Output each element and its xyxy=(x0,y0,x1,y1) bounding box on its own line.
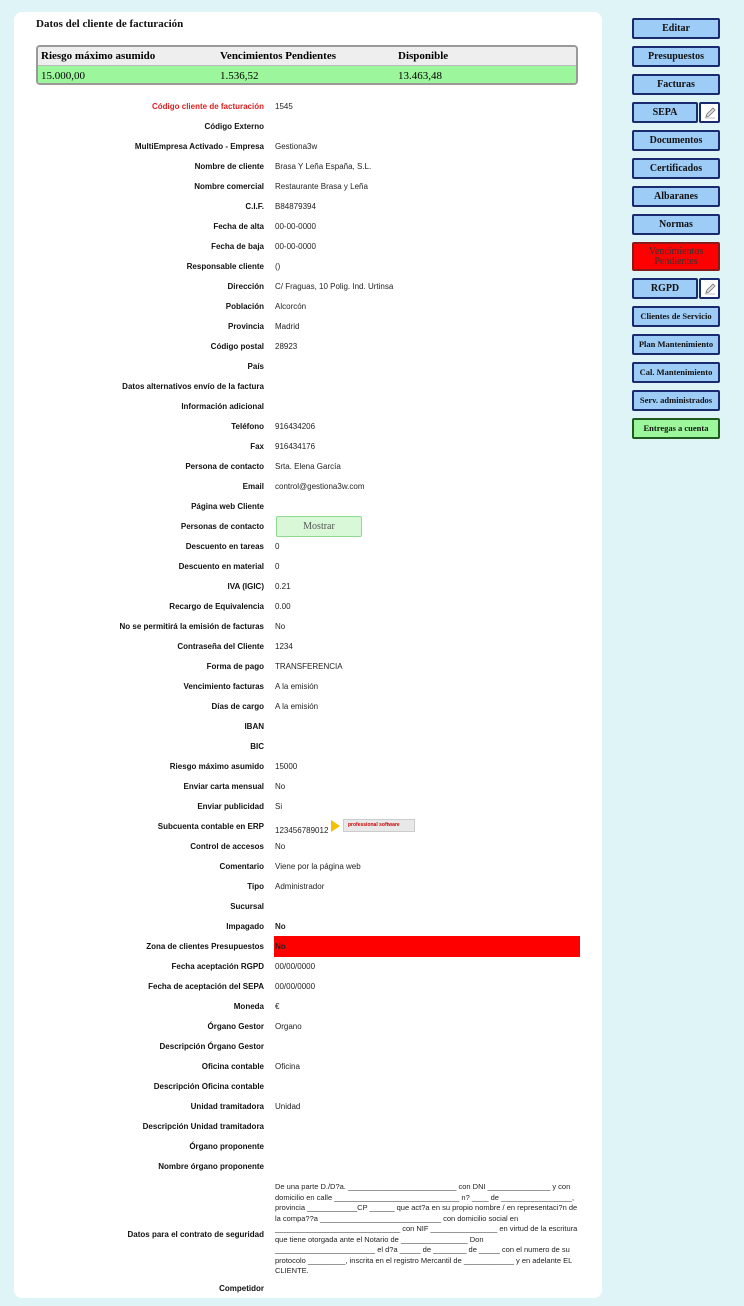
field-value: 0 xyxy=(275,562,280,571)
field-value: 1545 xyxy=(275,102,293,111)
field-label: Descripción Unidad tramitadora xyxy=(142,1122,264,1131)
field-label: C.I.F. xyxy=(245,202,264,211)
field-value: 00-00-0000 xyxy=(275,242,316,251)
risk-header-pending: Vencimientos Pendientes xyxy=(220,50,337,62)
field-label: Contraseña del Cliente xyxy=(177,642,264,651)
field-label: Provincia xyxy=(227,322,264,331)
field-label: Fecha de aceptación del SEPA xyxy=(148,982,264,991)
field-label: Recargo de Equivalencia xyxy=(169,602,264,611)
field-label: Descuento en tareas xyxy=(185,542,264,551)
zona-clientes-alert-bar xyxy=(274,936,580,957)
field-value: Oficina xyxy=(275,1062,300,1071)
field-label: Forma de pago xyxy=(206,662,264,671)
field-value: 00/00/0000 xyxy=(275,982,316,991)
field-value: No xyxy=(275,922,286,931)
field-value: 916434206 xyxy=(275,422,316,431)
field-label: Competidor xyxy=(219,1284,264,1293)
field-value: 916434176 xyxy=(275,442,316,451)
risk-value-available: 13.463,48 xyxy=(398,69,442,82)
panel-title: Datos del cliente de facturación xyxy=(36,18,184,30)
field-label: Nombre órgano proponente xyxy=(158,1162,264,1171)
sepa-button[interactable]: SEPA xyxy=(632,102,698,123)
risk-summary-table xyxy=(36,45,578,85)
field-value: 00-00-0000 xyxy=(275,222,316,231)
field-label: Enviar publicidad xyxy=(197,802,264,811)
field-value: € xyxy=(275,1002,280,1011)
field-label: Días de cargo xyxy=(211,702,264,711)
field-label: Unidad tramitadora xyxy=(190,1102,264,1111)
field-label: Fecha aceptación RGPD xyxy=(171,962,264,971)
albaranes-button[interactable]: Albaranes xyxy=(632,186,720,207)
field-value: Gestiona3w xyxy=(275,142,318,151)
field-value: TRANSFERENCIA xyxy=(275,662,343,671)
field-label: Control de accesos xyxy=(190,842,264,851)
field-label: Email xyxy=(242,482,264,491)
normas-button[interactable]: Normas xyxy=(632,214,720,235)
field-value: No xyxy=(275,782,286,791)
field-label: Código postal xyxy=(210,342,264,351)
field-label: No se permitirá la emisión de facturas xyxy=(119,622,264,631)
field-value: 0.21 xyxy=(275,582,291,591)
field-value: No xyxy=(275,942,286,951)
field-value: 28923 xyxy=(275,342,298,351)
field-label: Riesgo máximo asumido xyxy=(169,762,264,771)
field-label: Dirección xyxy=(227,282,264,291)
field-label: Fecha de alta xyxy=(213,222,264,231)
field-value: 0.00 xyxy=(275,602,291,611)
client-detail-panel xyxy=(14,12,602,1298)
field-label: Datos para el contrato de seguridad xyxy=(127,1230,264,1239)
field-label: Información adicional xyxy=(181,402,264,411)
field-value: A la emisión xyxy=(275,702,319,711)
field-label: IVA (IGIC) xyxy=(227,582,264,591)
field-label: Descripción Órgano Gestor xyxy=(159,1042,264,1051)
erp-arrow-icon xyxy=(331,820,340,832)
field-label: Descripción Oficina contable xyxy=(153,1082,264,1091)
field-label: Nombre de cliente xyxy=(194,162,264,171)
field-label: Comentario xyxy=(219,862,264,871)
field-value: Viene por la página web xyxy=(275,862,361,871)
field-label: Órgano Gestor xyxy=(207,1022,264,1031)
field-label: Órgano proponente xyxy=(189,1142,264,1151)
field-label: Población xyxy=(225,302,264,311)
field-label: Sucursal xyxy=(230,902,264,911)
field-value: 123456789012 xyxy=(275,826,329,835)
field-label: IBAN xyxy=(244,722,264,731)
field-label: BIC xyxy=(250,742,264,751)
entregas-a-cuenta-button[interactable]: Entregas a cuenta xyxy=(632,418,720,439)
field-value: 00/00/0000 xyxy=(275,962,316,971)
erp-logo-text: professional software xyxy=(343,819,415,832)
field-value: C/ Fraguas, 10 Polig. Ind. Urtinsa xyxy=(275,282,394,291)
field-value: No xyxy=(275,842,286,851)
field-label: Descuento en material xyxy=(178,562,264,571)
field-label: Datos alternativos envío de la factura xyxy=(122,382,264,391)
contrato-seguridad-text: De una parte D./D?a. __________________________ con DNI _______________ y con domicilio en calle ______________________________ n? ____ de _________________, provincia ____________CP ______ que act?a en su propio nombre / en representaci?n de la compa??a _____________________________ con domicilio social en ______________________________ con NIF ________________ en virtud de la escritura que tiene otorgada ante el Notario de ________________ Don ________________________ el d?a _____ de ________ de _____ con el numero de su protocolo _________, inscrita en el registro Mercantil de ____________ y en adelante EL CLIENTE. xyxy=(275,1182,578,1275)
erp-logo-icon xyxy=(331,819,415,832)
rgpd-edit-icon[interactable] xyxy=(699,278,720,299)
field-value: 0 xyxy=(275,542,280,551)
field-value: Unidad xyxy=(275,1102,301,1111)
field-label: Código Externo xyxy=(204,122,264,131)
field-value: Brasa Y Leña España, S.L. xyxy=(275,162,372,171)
field-label: Impagado xyxy=(226,922,264,931)
risk-header-max: Riesgo máximo asumido xyxy=(41,50,156,62)
risk-summary-header xyxy=(38,47,576,66)
field-value: 1234 xyxy=(275,642,293,651)
field-value: () xyxy=(275,262,281,271)
field-label: Vencimiento facturas xyxy=(183,682,264,691)
field-label: Teléfono xyxy=(231,422,264,431)
field-value: 15000 xyxy=(275,762,298,771)
field-value: Alcorcón xyxy=(275,302,307,311)
editar-button[interactable]: Editar xyxy=(632,18,720,39)
field-value: Restaurante Brasa y Leña xyxy=(275,182,368,191)
field-label: Nombre comercial xyxy=(194,182,264,191)
field-label: Responsable cliente xyxy=(186,262,264,271)
documentos-button[interactable]: Documentos xyxy=(632,130,720,151)
rgpd-button[interactable]: RGPD xyxy=(632,278,698,299)
sepa-edit-icon[interactable] xyxy=(699,102,720,123)
vencimientos-pendientes-button[interactable]: Vencimientos Pendientes xyxy=(632,242,720,271)
risk-summary-values xyxy=(38,66,576,85)
field-label: Persona de contacto xyxy=(185,462,264,471)
clientes-servicio-button[interactable]: Clientes de Servicio xyxy=(632,306,720,327)
field-label: Fecha de baja xyxy=(211,242,264,251)
risk-header-available: Disponible xyxy=(398,50,449,62)
field-value: Administrador xyxy=(275,882,325,891)
field-label: Zona de clientes Presupuestos xyxy=(146,942,264,951)
field-label: Oficina contable xyxy=(201,1062,264,1071)
risk-value-pending: 1.536,52 xyxy=(220,69,259,82)
field-value: control@gestiona3w.com xyxy=(275,482,365,491)
field-label: Tipo xyxy=(247,882,264,891)
field-label: Personas de contacto xyxy=(180,522,264,531)
risk-value-max: 15.000,00 xyxy=(41,69,85,82)
field-value: Organo xyxy=(275,1022,302,1031)
field-label: MultiEmpresa Activado - Empresa xyxy=(134,142,264,151)
serv-administrados-button[interactable]: Serv. administrados xyxy=(632,390,720,411)
plan-mantenimiento-button[interactable]: Plan Mantenimiento xyxy=(632,334,720,355)
presupuestos-button[interactable]: Presupuestos xyxy=(632,46,720,67)
mostrar-contactos-button[interactable]: Mostrar xyxy=(276,516,362,537)
field-label: Moneda xyxy=(233,1002,264,1011)
field-value: No xyxy=(275,622,286,631)
certificados-button[interactable]: Certificados xyxy=(632,158,720,179)
facturas-button[interactable]: Facturas xyxy=(632,74,720,95)
cal-mantenimiento-button[interactable]: Cal. Mantenimiento xyxy=(632,362,720,383)
field-value: B84879394 xyxy=(275,202,316,211)
field-value: Srta. Elena García xyxy=(275,462,341,471)
field-label: Página web Cliente xyxy=(191,502,264,511)
field-value: A la emisión xyxy=(275,682,319,691)
field-label: Código cliente de facturación xyxy=(151,102,264,111)
field-value: Si xyxy=(275,802,283,811)
field-label: País xyxy=(247,362,264,371)
field-label: Subcuenta contable en ERP xyxy=(157,822,264,831)
field-value: Madrid xyxy=(275,322,300,331)
field-label: Enviar carta mensual xyxy=(183,782,264,791)
field-label: Fax xyxy=(250,442,264,451)
